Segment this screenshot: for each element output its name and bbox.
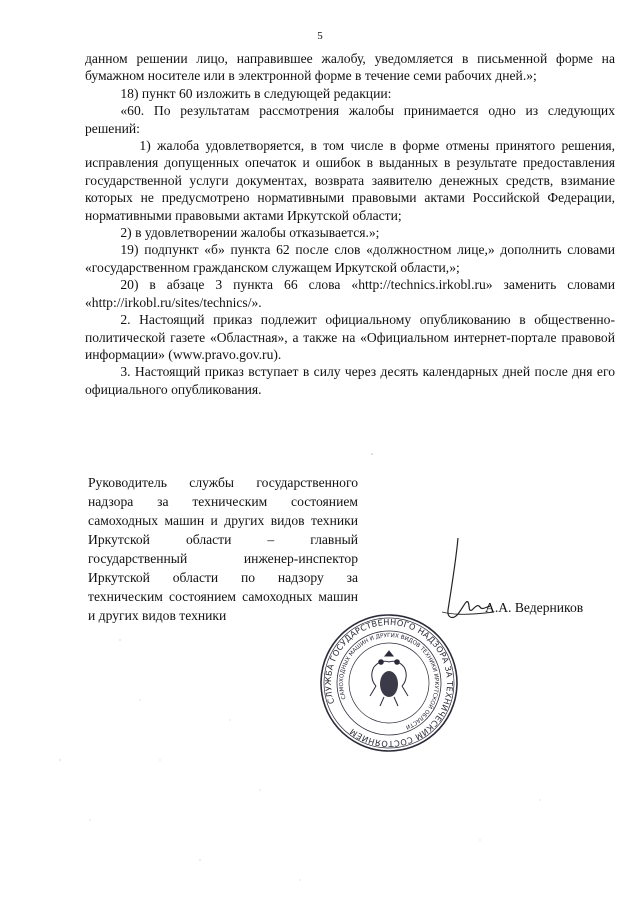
double-headed-eagle-icon (370, 651, 408, 706)
paragraph-clause-2: 2. Настоящий приказ подлежит официальному опубликованию в общественно-политической газете «Областная», а также на «Официальном интернет-портале правовой информации» (www.pravo.gov.ru). (85, 312, 615, 362)
paragraph-item-18: 18) пункт 60 изложить в следующей редакции: (120, 85, 392, 101)
signatory-name: А.А. Ведерников (485, 600, 584, 615)
paragraph-decision-1: 1) жалоба удовлетворяется, в том числе в форме отмены принятого решения, исправления допущенных опечаток и ошибок в выданных в результате предоставления государственной услуги документах, возврата заявителю денежных средств, взимание которых не предусмотрено нормативными правовыми актами Российской Федерации, нормативными правовыми актами Иркутской области; (85, 138, 615, 223)
paragraph-item-20: 20) в абзаце 3 пункта 66 слова «http://technics.irkobl.ru» заменить словами «http://irkobl.ru/sites/technics/». (85, 277, 615, 310)
paragraph-continuation: данном решении лицо, направившее жалобу, уведомляется в письменной форме на бумажном носителе или в электронной форме в течение семи рабочих дней.»; (85, 51, 615, 84)
official-seal (318, 612, 460, 754)
paragraph-point-60: «60. По результатам рассмотрения жалобы принимается одно из следующих решений: (85, 103, 615, 136)
paragraph-item-19: 19) подпункт «б» пункта 62 после слов «должностном лице,» дополнить словами «государственном гражданском служащем Иркутской области,»; (85, 242, 615, 275)
signatory-position: Руководитель службы государственного надзора за техническим состоянием самоходных машин и других видов техники Иркутской области – главный государственный инженер-инспектор Иркутской области по надзору за техническим состоянием самоходных машин и других видов техники (88, 475, 358, 623)
page-number: 5 (317, 30, 323, 42)
paragraph-clause-3: 3. Настоящий приказ вступает в силу через десять календарных дней после дня его официального опубликования. (85, 364, 615, 397)
seal-inner-text: САМОХОДНЫХ МАШИН И ДРУГИХ ВИДОВ ТЕХНИКИ ИРКУТСКОЙ ОБЛАСТИ (338, 632, 440, 730)
paragraph-decision-2: 2) в удовлетворении жалобы отказывается.»; (120, 225, 380, 241)
document-body (85, 50, 615, 398)
seal-outer-text: СЛУЖБА ГОСУДАРСТВЕННОГО НАДЗОРА ЗА ТЕХНИЧЕСКИМ СОСТОЯНИЕМ (322, 616, 456, 750)
